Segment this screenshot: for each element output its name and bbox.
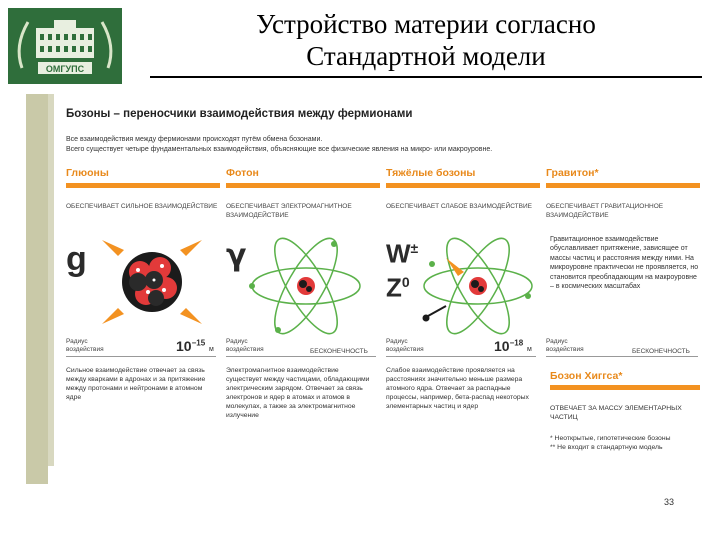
- logo-text: ОМГУПС: [45, 64, 85, 74]
- column-bar: [226, 183, 380, 188]
- column-heavy-bosons: [386, 167, 540, 224]
- radius-label-1: Радиус воздействия: [66, 338, 104, 353]
- radius-value-heavy-bosons: [494, 338, 532, 354]
- z-boson-symbol: Z: [386, 272, 402, 303]
- separator: [226, 356, 376, 357]
- radius-label-3: Радиус воздействия: [386, 338, 424, 353]
- column-photon: [226, 167, 380, 224]
- column-provides: ОБЕСПЕЧИВАЕТ ЭЛЕКТРОМАГНИТНОЕ ВЗАИМОДЕЙСТВИЕ: [226, 203, 352, 219]
- heavy-bosons-description: Слабое взаимодействие проявляется на расстояниях значительно меньше размера атомного ядра. Отвечает за распадные процессы, например, бета-распад некоторых элементарных частиц и ядер: [386, 367, 529, 410]
- bosons-infographic: [48, 94, 702, 466]
- radius-exponent: −18: [509, 338, 524, 348]
- infographic-heading: Бозоны – переносчики взаимодействия между фермионами: [66, 108, 413, 120]
- footnote-2: ** Не входит в стандартную модель: [550, 444, 663, 451]
- column-name: Фотон: [226, 167, 259, 179]
- graviton-description: Гравитационное взаимодействие обуславливает притяжение, зависящее от массы частиц и расстояния между ними. На микроуровне практически не проявляется, но становится преобладающим на макроуровне – в космических масштабах: [550, 236, 699, 291]
- column-provides: ОБЕСПЕЧИВАЕТ ГРАВИТАЦИОННОЕ ВЗАИМОДЕЙСТВИЕ: [546, 203, 664, 219]
- page-number: 33: [664, 497, 675, 507]
- radius-label-2: Радиус воздействия: [226, 338, 264, 353]
- column-name: Тяжёлые бозоны: [386, 167, 476, 179]
- slide-title-line1: Устройство материи согласно: [256, 9, 596, 39]
- separator: [386, 356, 536, 357]
- slide-title: [150, 8, 702, 72]
- intro-line-2: Всего существует четыре фундаментальных взаимодействия, объясняющие все физические явления на микро- или макроуровне.: [66, 146, 493, 153]
- radius-base: 10: [176, 338, 192, 354]
- separator: [66, 356, 216, 357]
- heavy-boson-symbols: [386, 234, 418, 301]
- column-bar: [546, 183, 700, 188]
- higgs-boson-name: Бозон Хиггса*: [550, 370, 623, 382]
- radius-value-gluons: [176, 338, 214, 354]
- photon-symbol: γ: [226, 238, 247, 273]
- column-provides: ОБЕСПЕЧИВАЕТ СЛАБОЕ ВЗАИМОДЕЙСТВИЕ: [386, 203, 532, 210]
- photon-description: Электромагнитное взаимодействие существует между частицами, обладающими электрическим зарядом. Отвечает за связь электронов и ядер в атомах и атомов в молекулах, а также за электромагнитное излучение: [226, 367, 370, 419]
- radius-unit: м: [527, 346, 532, 353]
- title-underline: [150, 76, 702, 78]
- column-bar: [386, 183, 540, 188]
- footnote-1: * Неоткрытые, гипотетические бозоны: [550, 435, 671, 442]
- gluon-nucleus-illustration: [94, 232, 210, 332]
- column-name: Глюоны: [66, 167, 109, 179]
- column-bar: [66, 183, 220, 188]
- higgs-description: ОТВЕЧАЕТ ЗА МАССУ ЭЛЕМЕНТАРНЫХ ЧАСТИЦ: [550, 405, 682, 421]
- column-name: Гравитон*: [546, 167, 599, 179]
- radius-value-graviton: БЕСКОНЕЧНОСТЬ: [632, 348, 690, 355]
- z-boson-charge: 0: [401, 273, 410, 290]
- column-provides: ОБЕСПЕЧИВАЕТ СИЛЬНОЕ ВЗАИМОДЕЙСТВИЕ: [66, 203, 218, 210]
- radius-base: 10: [494, 338, 510, 354]
- radius-label-4: Радиус воздействия: [546, 338, 584, 353]
- slide-title-line2: Стандартной модели: [306, 41, 546, 71]
- gluon-symbol: g: [66, 240, 87, 278]
- w-boson-charge: ±: [410, 240, 419, 256]
- column-gluons: [66, 167, 220, 224]
- gluons-description: Сильное взаимодействие отвечает за связь между кварками в адронах и за притяжение между протонами и нейтронами в атомном ядре: [66, 367, 206, 401]
- column-graviton: [546, 167, 700, 224]
- w-boson-symbol: W: [386, 238, 411, 269]
- footnotes: [550, 434, 702, 452]
- university-logo: [8, 8, 122, 84]
- separator: [546, 356, 698, 357]
- radius-exponent: −15: [191, 338, 206, 348]
- radius-unit: м: [209, 346, 214, 353]
- radius-value-photon: БЕСКОНЕЧНОСТЬ: [310, 348, 368, 355]
- intro-line-1: Все взаимодействия между фермионами происходят путём обмена бозонами.: [66, 136, 323, 143]
- photon-atom-illustration: [246, 236, 366, 336]
- weak-atom-illustration: [416, 236, 540, 336]
- infographic-intro: [66, 135, 666, 155]
- higgs-bar: [550, 385, 700, 390]
- left-decorative-bar: [26, 94, 48, 484]
